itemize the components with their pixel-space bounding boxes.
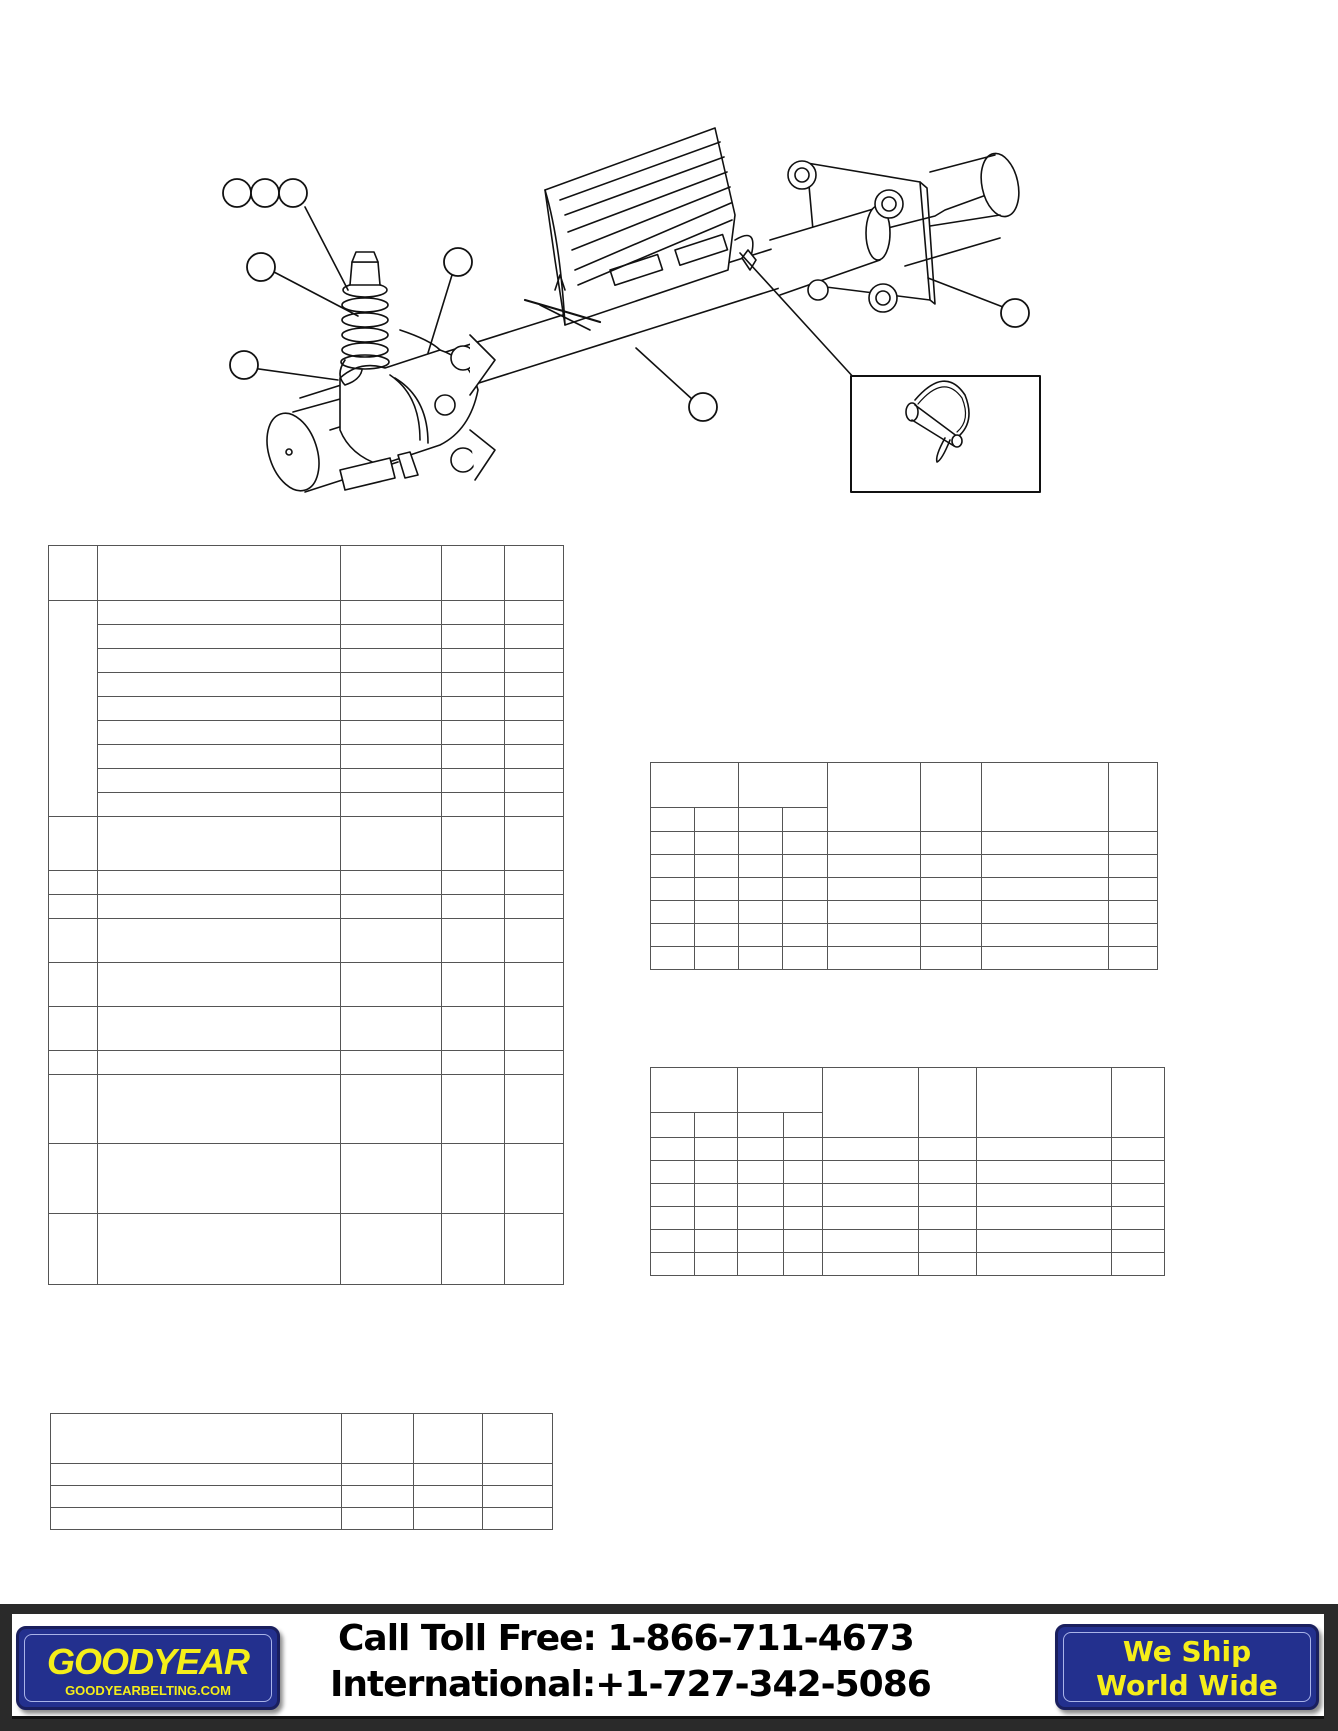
header-cell [921,763,982,832]
table-row [49,601,564,625]
table-cell [49,871,98,895]
table-cell [341,963,442,1007]
table-cell [49,963,98,1007]
table-row [49,919,564,963]
callout-circle [223,179,251,207]
header-cell [695,808,739,832]
header-cell [1109,763,1158,832]
table-cell [505,769,564,793]
table-cell [505,601,564,625]
table-row [49,1144,564,1214]
header-cell [342,1414,414,1464]
footer-banner [0,1604,1338,1731]
table-cell [98,817,341,871]
table-cell [442,673,505,697]
table-row [49,721,564,745]
table-cell [505,793,564,817]
header-cell-weight [505,546,564,601]
table-cell [341,649,442,673]
table-row [51,1508,553,1530]
brand-url: GOODYEARBELTING.COM [65,1683,231,1698]
table-row [49,1214,564,1285]
table-cell [341,1214,442,1285]
table-cell [341,769,442,793]
table-cell [49,895,98,919]
spec-table-2 [650,1067,1165,1276]
table-cell [505,871,564,895]
table-cell [341,1075,442,1144]
table-row [49,673,564,697]
header-cell [51,1414,342,1464]
table-header-row [651,1068,1165,1113]
lynch-pin-inset [851,376,1040,492]
callout-circle [444,248,472,276]
callout-circle [1001,299,1029,327]
table-row [49,649,564,673]
table-row [651,924,1158,947]
header-cell-group-a [651,763,739,808]
header-cell [828,763,921,832]
table-cell [98,745,341,769]
table-cell [442,1051,505,1075]
table-cell [442,793,505,817]
header-cell [414,1414,483,1464]
table-cell [341,697,442,721]
header-cell [919,1068,977,1138]
table-cell [505,625,564,649]
header-cell-group-b [739,763,828,808]
table-cell [442,697,505,721]
table-row [49,1051,564,1075]
header-cell-group-b [738,1068,823,1113]
table-cell [98,1075,341,1144]
table-cell [98,895,341,919]
table-cell [98,1007,341,1051]
table-cell [505,649,564,673]
table-cell [49,1075,98,1144]
header-cell [738,1113,784,1138]
header-cell [982,763,1109,832]
brand-name: GOODYEAR [46,1641,250,1682]
header-cell-description [98,546,341,601]
table-cell [341,919,442,963]
table-row [651,1184,1165,1207]
table-cell [341,793,442,817]
table-cell [341,673,442,697]
table-cell [49,1051,98,1075]
table-cell [98,769,341,793]
table-cell [341,1051,442,1075]
table-cell [505,673,564,697]
table-row [49,697,564,721]
header-cell [739,808,783,832]
table-row [51,1486,553,1508]
table-cell [442,871,505,895]
table-row [651,1253,1165,1276]
table-cell [341,601,442,625]
table-cell [98,793,341,817]
table-header-row [49,546,564,601]
table-cell [442,919,505,963]
table-cell [341,1144,442,1214]
table-cell [442,895,505,919]
table-cell [505,1144,564,1214]
table-cell [49,817,98,871]
table-cell [442,721,505,745]
header-cell [695,1113,738,1138]
table-cell [49,1007,98,1051]
table-cell [505,817,564,871]
table-cell [505,721,564,745]
table-cell [49,1214,98,1285]
table-cell [505,697,564,721]
table-cell [442,769,505,793]
table-cell [98,963,341,1007]
header-cell-part-no [341,546,442,601]
header-cell-item [49,546,98,601]
goodyear-logo-badge[interactable] [16,1626,280,1710]
table-cell [98,649,341,673]
table-cell [98,1214,341,1285]
table-row [651,855,1158,878]
table-cell [49,1144,98,1214]
header-cell-qty [442,546,505,601]
header-cell [783,808,828,832]
table-row [49,625,564,649]
table-cell [442,649,505,673]
table-cell [442,817,505,871]
table-row [651,1138,1165,1161]
table-cell [98,673,341,697]
table-cell [98,721,341,745]
scraper-blade [525,128,756,330]
table-cell [505,1075,564,1144]
header-cell [823,1068,919,1138]
table-header-row [51,1414,553,1464]
table-row [49,745,564,769]
table-row [651,901,1158,924]
table-cell [442,963,505,1007]
table-cell [98,625,341,649]
table-cell [98,601,341,625]
table-cell [49,601,98,817]
table-row [51,1464,553,1486]
spring-tensioner-assembly [340,252,495,490]
table-row [49,817,564,871]
table-row [49,895,564,919]
table-header-row [651,763,1158,808]
table-cell [98,1144,341,1214]
international-phone[interactable]: International:+1-727-342-5086 [330,1664,931,1705]
exploded-view-illustration [0,0,1338,520]
table-cell [505,1214,564,1285]
header-cell [483,1414,553,1464]
table-row [49,769,564,793]
we-ship-world-wide-badge [1055,1624,1319,1710]
table-cell [341,895,442,919]
mounting-bracket [770,150,1024,312]
table-cell [49,919,98,963]
callout-circle [251,179,279,207]
table-cell [98,697,341,721]
table-cell [505,895,564,919]
table-cell [442,1144,505,1214]
table-cell [442,1007,505,1051]
header-cell [784,1113,823,1138]
table-cell [505,745,564,769]
header-cell [651,808,695,832]
table-cell [341,871,442,895]
toll-free-phone[interactable]: Call Toll Free: 1-866-711-4673 [338,1618,914,1659]
callout-circle [279,179,307,207]
table-cell [341,625,442,649]
table-cell [505,1051,564,1075]
table-cell [442,601,505,625]
table-cell [442,745,505,769]
table-cell [98,919,341,963]
table-row [651,878,1158,901]
table-row [651,1230,1165,1253]
table-cell [341,1007,442,1051]
ship-line-2: World Wide [1096,1669,1278,1702]
table-row [49,963,564,1007]
table-cell [341,817,442,871]
table-row [49,1007,564,1051]
spec-table-1 [650,762,1158,970]
table-row [651,832,1158,855]
table-row [651,1207,1165,1230]
parts-list-table [48,545,564,1285]
table-row [49,1075,564,1144]
header-cell-group-a [651,1068,738,1113]
table-cell [98,1051,341,1075]
callout-circle [230,351,258,379]
callout-circle [247,253,275,281]
table-row [49,871,564,895]
table-cell [505,919,564,963]
table-cell [341,745,442,769]
table-cell [442,1075,505,1144]
table-cell [505,1007,564,1051]
table-row [651,1161,1165,1184]
table-row [651,947,1158,970]
table-cell [341,721,442,745]
table-cell [98,871,341,895]
ship-line-1: We Ship [1122,1635,1252,1668]
callout-circle [689,393,717,421]
header-cell [977,1068,1112,1138]
table-row [49,793,564,817]
table-cell [505,963,564,1007]
header-cell [1112,1068,1165,1138]
table-cell [442,1214,505,1285]
footer-inner [12,1614,1324,1719]
accessory-table [50,1413,553,1530]
table-cell [442,625,505,649]
header-cell [651,1113,695,1138]
